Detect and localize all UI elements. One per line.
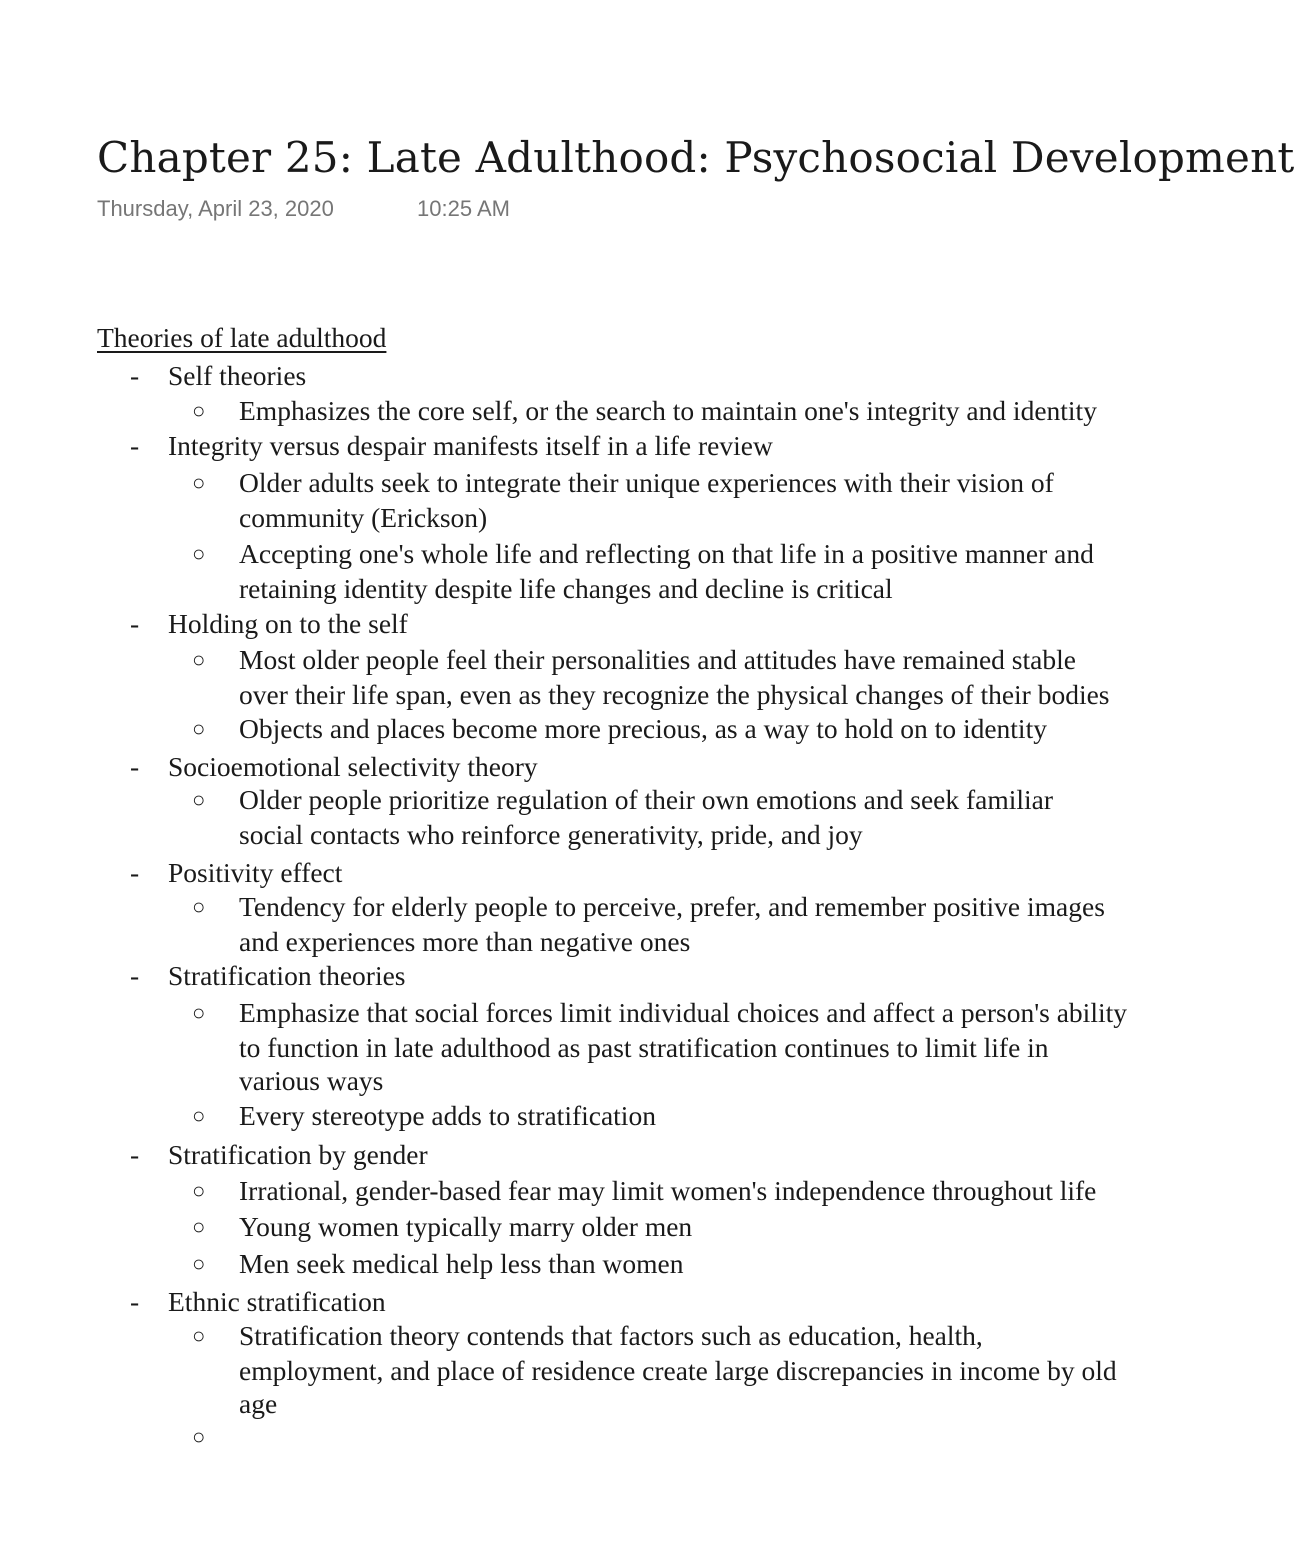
list-item: Accepting one's whole life and reflecting on that life in a positive manner and [239,538,1094,569]
dash-bullet: - [130,1286,140,1317]
note-body [0,322,1200,1449]
circle-bullet: ○ [192,1251,206,1276]
list-item: Young women typically marry older men [239,1211,693,1242]
dash-bullet: - [130,608,140,639]
circle-bullet: ○ [192,1424,206,1449]
circle-bullet: ○ [192,541,206,566]
circle-bullet: ○ [192,1178,206,1203]
list-item: and experiences more than negative ones [239,926,691,957]
list-item: Holding on to the self [168,608,408,639]
list-item: Emphasize that social forces limit individual choices and affect a person's ability [239,997,1127,1028]
list-item: Stratification by gender [168,1139,428,1170]
dash-bullet: - [130,960,140,991]
list-item: various ways [239,1065,384,1096]
list-item: age [239,1388,278,1419]
dash-bullet: - [130,360,140,391]
list-item: Self theories [168,360,307,391]
list-item: Irrational, gender-based fear may limit women's independence throughout life [239,1175,1097,1206]
circle-bullet: ○ [192,647,206,672]
circle-bullet: ○ [192,1214,206,1239]
list-item: over their life span, even as they recognize the physical changes of their bodies [239,679,1110,710]
list-item: Tendency for elderly people to perceive, prefer, and remember positive images [239,891,1105,922]
list-item: Positivity effect [168,857,343,888]
list-item: to function in late adulthood as past stratification continues to limit life in [239,1032,1049,1063]
list-item: retaining identity despite life changes and decline is critical [239,573,893,604]
circle-bullet: ○ [192,1000,206,1025]
list-item: Older people prioritize regulation of their own emotions and seek familiar [239,784,1054,815]
note-date: Thursday, April 23, 2020 [97,196,334,221]
circle-bullet: ○ [192,1323,206,1348]
note-time: 10:25 AM [417,196,510,221]
section-heading: Theories of late adulthood [97,322,387,353]
dash-bullet: - [130,857,140,888]
list-item: community (Erickson) [239,502,488,533]
page-title: Chapter 25: Late Adulthood: Psychosocial Development [97,133,1294,182]
dash-bullet: - [130,1139,140,1170]
list-item: Most older people feel their personalities and attitudes have remained stable [239,644,1076,675]
list-item: Ethnic stratification [168,1286,386,1317]
list-item: Integrity versus despair manifests itself in a life review [168,430,773,461]
circle-bullet: ○ [192,716,206,741]
list-item: Stratification theories [168,960,406,991]
circle-bullet: ○ [192,398,206,423]
list-item: Stratification theory contends that factors such as education, health, [239,1320,983,1351]
list-item: social contacts who reinforce generativity, pride, and joy [239,819,863,850]
dash-bullet: - [130,751,140,782]
circle-bullet: ○ [192,894,206,919]
circle-bullet: ○ [192,470,206,495]
list-item: Socioemotional selectivity theory [168,751,538,782]
list-item: Objects and places become more precious, as a way to hold on to identity [239,713,1047,744]
list-item: Emphasizes the core self, or the search to maintain one's integrity and identity [239,395,1097,426]
circle-bullet: ○ [192,787,206,812]
dash-bullet: - [130,430,140,461]
list-item: Every stereotype adds to stratification [239,1100,656,1131]
list-item: Older adults seek to integrate their unique experiences with their vision of [239,467,1054,498]
list-item: employment, and place of residence create large discrepancies in income by old [239,1355,1117,1386]
circle-bullet: ○ [192,1103,206,1128]
list-item: Men seek medical help less than women [239,1248,684,1279]
